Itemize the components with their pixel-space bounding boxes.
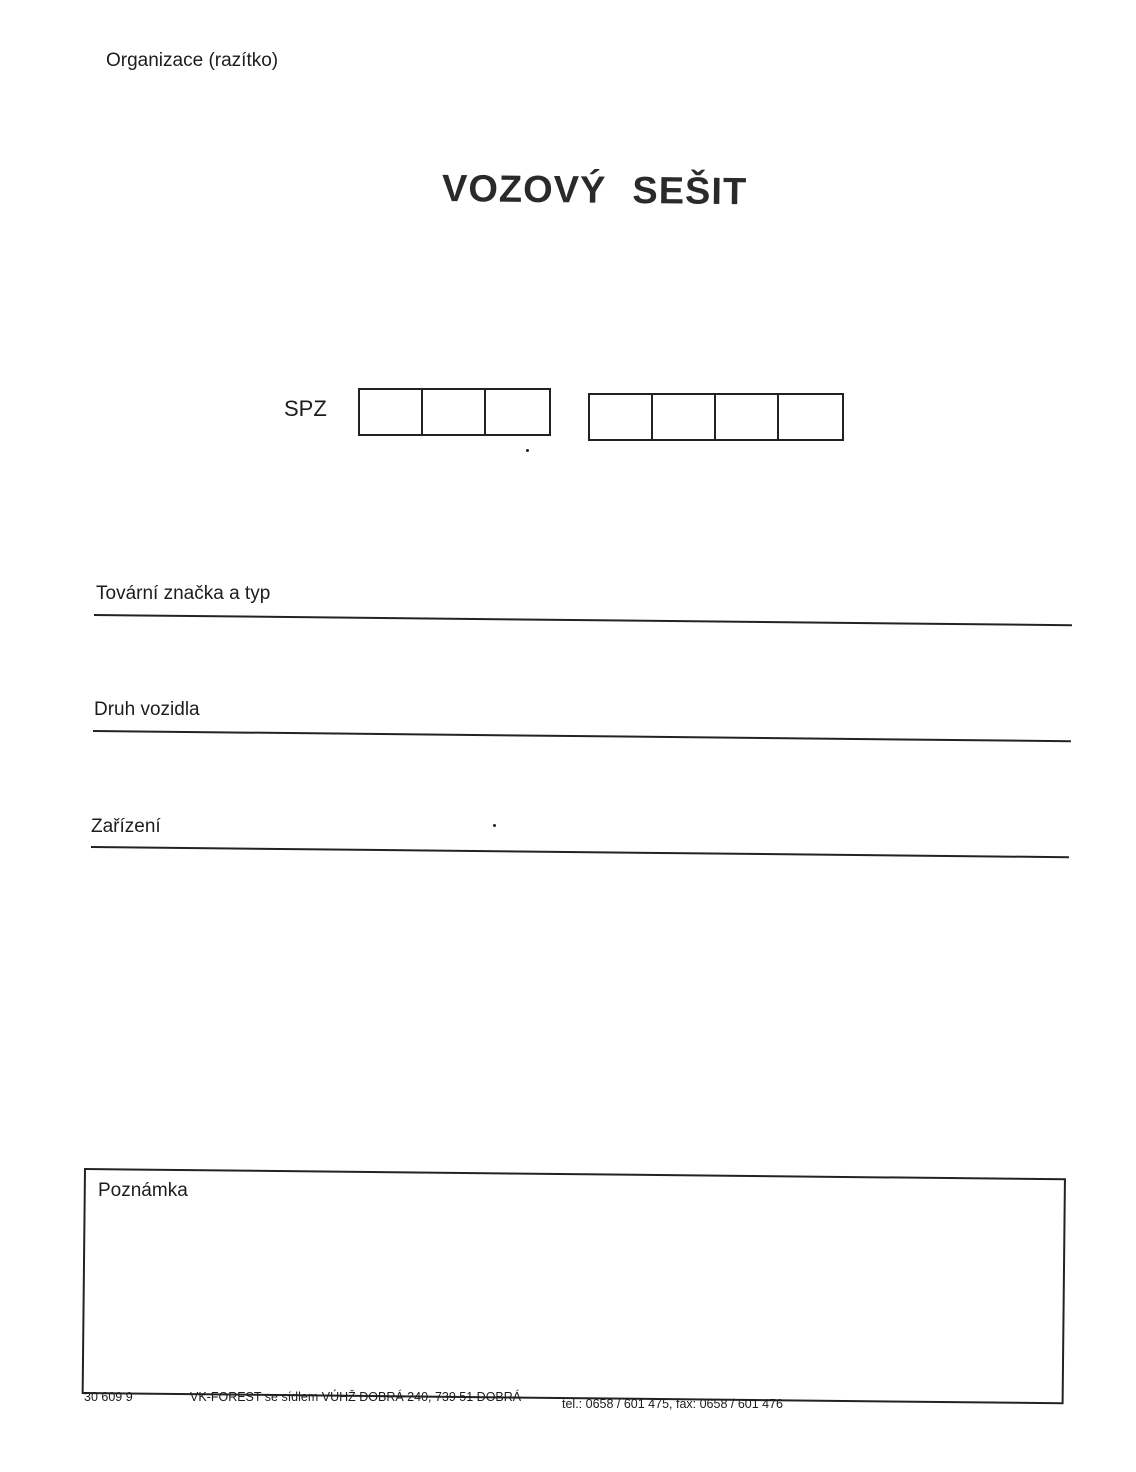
spz-cell[interactable] xyxy=(423,390,486,434)
scan-speck xyxy=(493,824,496,827)
spz-cell[interactable] xyxy=(590,395,653,439)
title-word-2: SEŠIT xyxy=(632,169,748,214)
spz-group-1 xyxy=(358,388,551,436)
vehicle-kind-label: Druh vozidla xyxy=(94,699,200,720)
organization-stamp-label: Organizace (razítko) xyxy=(106,50,279,71)
publisher-info: VK-FOREST se sídlem VÚHŽ DOBRÁ 240, 739 51 DOBRÁ xyxy=(190,1390,522,1404)
spz-cell[interactable] xyxy=(779,395,842,439)
equipment-line xyxy=(91,846,1069,858)
title-word-1: VOZOVÝ xyxy=(441,168,607,212)
form-number: 30 609 9 xyxy=(84,1390,133,1404)
brand-type-line xyxy=(94,614,1072,626)
spz-label: SPZ xyxy=(284,396,327,421)
page-title xyxy=(442,168,748,214)
spz-group-2 xyxy=(588,393,844,441)
vehicle-kind-line xyxy=(93,730,1071,742)
spz-cell[interactable] xyxy=(653,395,716,439)
brand-type-label: Tovární značka a typ xyxy=(96,583,271,604)
remark-box[interactable] xyxy=(82,1168,1066,1404)
spz-cell[interactable] xyxy=(360,390,423,434)
equipment-label: Zařízení xyxy=(91,816,161,837)
contact-info: tel.: 0658 / 601 475, fax: 0658 / 601 476 xyxy=(562,1397,784,1411)
remark-label: Poznámka xyxy=(98,1180,188,1201)
spz-cell[interactable] xyxy=(716,395,779,439)
scan-speck xyxy=(526,449,529,452)
spz-cell[interactable] xyxy=(486,390,549,434)
